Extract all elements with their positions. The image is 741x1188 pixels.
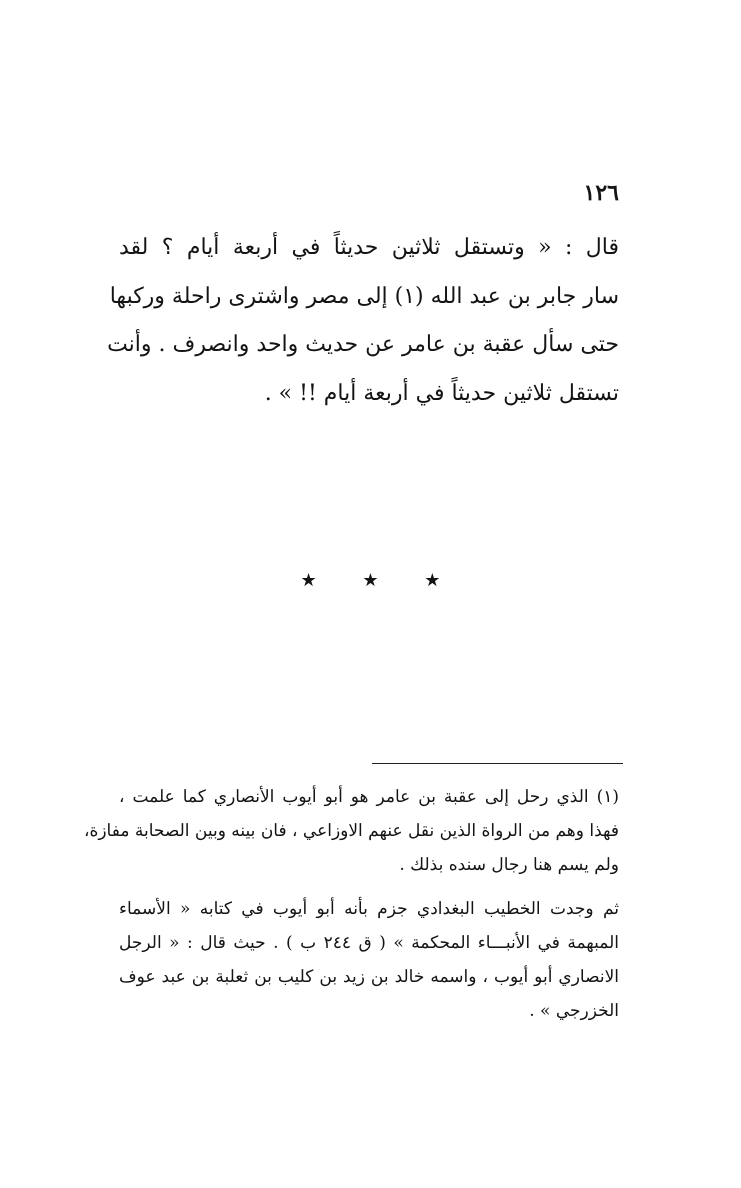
- main-text-line: سار جابر بن عبد الله (١) إلى مصر واشترى راحلة وركبها: [109, 283, 619, 309]
- section-separator: [0, 570, 741, 591]
- footnote-line: (١) الذي رحل إلى عقبة بن عامر هو أبو أيوب الأنصاري كما علمت ،: [119, 787, 619, 807]
- footnote-line: الانصاري أبو أيوب ، واسمه خالد بن زيد بن كليب بن ثعلبة بن عبد عوف: [119, 967, 619, 987]
- star-icon: ★: [424, 570, 441, 591]
- main-text-line: حتى سأل عقبة بن عامر عن حديث واحد وانصرف . وأنت: [107, 332, 619, 357]
- footnote-divider: [372, 763, 623, 764]
- page-number: ١٢٦: [583, 180, 619, 206]
- main-text-line: قال : « وتستقل ثلاثين حديثاً في أربعة أيام ؟ لقد: [119, 235, 619, 260]
- main-text-block: [107, 224, 619, 418]
- footnotes-block: [83, 780, 619, 1028]
- footnote-line: فهذا وهم من الرواة الذين نقل عنهم الاوزاعي ، فان بينه وبين الصحابة مفازة،: [83, 821, 619, 841]
- main-text-line: تستقل ثلاثين حديثاً في أربعة أيام !! » .: [264, 380, 619, 406]
- footnote-line: المبهمة في الأنبـــاء المحكمة » ( ق ٢٤٤ ب ) . حيث قال : « الرجل: [119, 933, 619, 953]
- footnote-line: ولم يسم هنا رجال سنده بذلك .: [399, 855, 619, 875]
- star-icon: ★: [300, 570, 317, 591]
- footnote-line: ثم وجدت الخطيب البغدادي جزم بأنه أبو أيوب في كتابه « الأسماء: [119, 899, 619, 919]
- paragraph-gap: [119, 882, 619, 892]
- footnote-line: الخزرجي » .: [529, 1001, 619, 1021]
- star-icon: ★: [362, 570, 379, 591]
